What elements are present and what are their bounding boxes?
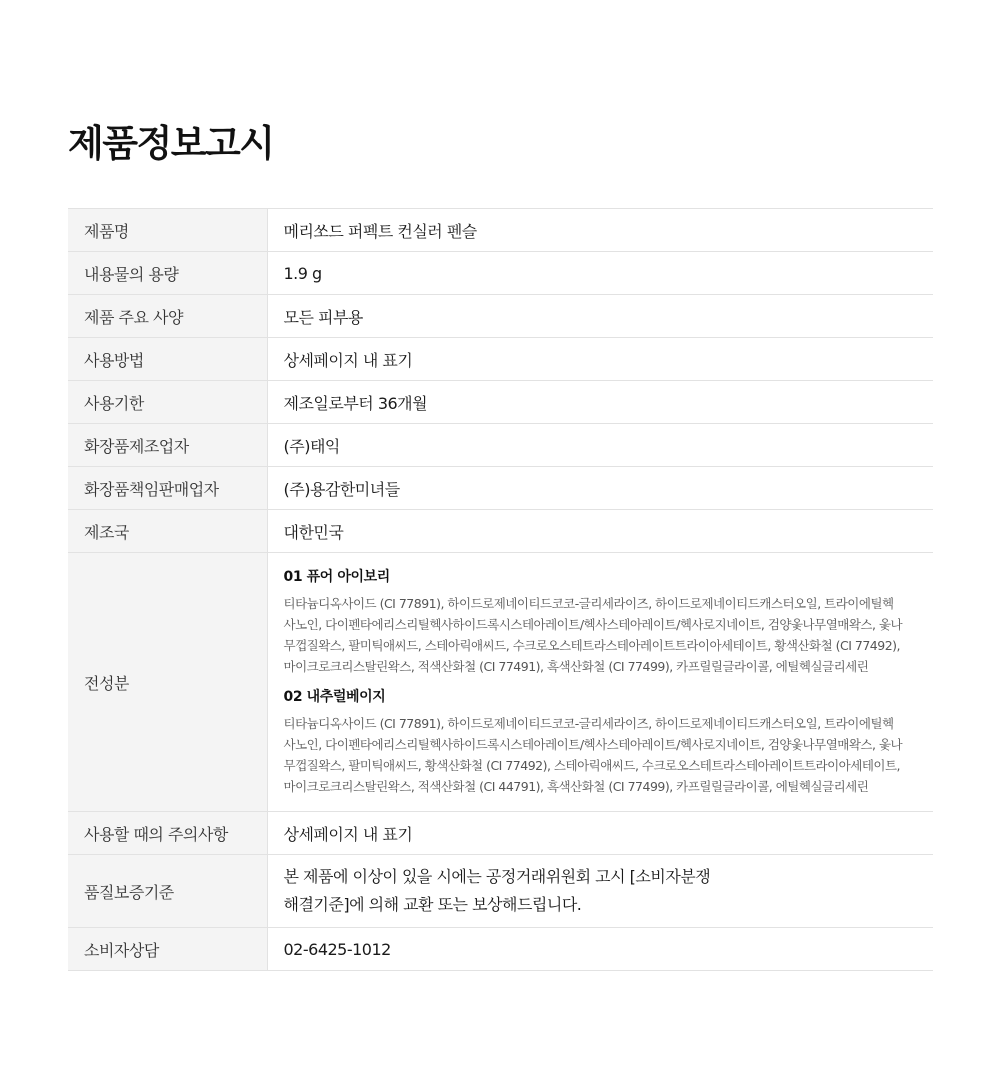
row-usage <box>68 338 933 381</box>
row-label: 품질보증기준 <box>68 855 267 928</box>
ingredient-line: 사노인, 다이펜타에리스리틸헥사하이드록시스테아레이트/헥사스테아레이트/헥사로지네이트, 검양옻나무열매왁스, 옻나 <box>283 617 903 632</box>
row-volume <box>68 252 933 295</box>
shade-block-02 <box>284 687 920 797</box>
row-label: 사용기한 <box>68 381 267 424</box>
row-quality-standard <box>68 855 933 928</box>
row-value: 상세페이지 내 표기 <box>283 824 413 844</box>
value-line: 해결기준]에 의해 교환 또는 보상해드립니다. <box>283 895 582 914</box>
row-label: 내용물의 용량 <box>68 252 267 295</box>
row-ingredients <box>68 553 933 812</box>
ingredient-line: 사노인, 다이펜타에리스리틸헥사하이드록시스테아레이트/헥사스테아레이트/헥사로지네이트, 검양옻나무열매왁스, 옻나 <box>283 737 903 752</box>
ingredient-line: 티타늄디옥사이드 (CI 77891), 하이드로제네이티드코코-글리세라이즈, 하이드로제네이티드캐스터오일, 트라이에틸헥 <box>283 596 894 611</box>
row-product-name <box>68 209 933 252</box>
row-value: 메리쏘드 퍼펙트 컨실러 펜슬 <box>283 221 477 241</box>
row-distributor <box>68 467 933 510</box>
row-label: 제품 주요 사양 <box>68 295 267 338</box>
row-label: 화장품제조업자 <box>68 424 267 467</box>
ingredient-line: 무껍질왁스, 팔미틱애씨드, 스테아릭애씨드, 수크로오스테트라스테아레이트트라이아세테이트, 황색산화철 (CI 77492), <box>283 638 901 653</box>
page-title: 제품정보고시 <box>68 122 274 165</box>
shade-block-01 <box>284 567 920 677</box>
row-manufacturer <box>68 424 933 467</box>
row-value: 02-6425-1012 <box>283 939 391 959</box>
shade-name: 01 퓨어 아이보리 <box>283 569 390 585</box>
row-value: (주)태익 <box>283 436 340 456</box>
product-info-table <box>68 208 933 971</box>
ingredient-line: 티타늄디옥사이드 (CI 77891), 하이드로제네이티드코코-글리세라이즈, 하이드로제네이티드캐스터오일, 트라이에틸헥 <box>283 716 894 731</box>
row-value: (주)용감한미녀들 <box>283 479 400 499</box>
row-label: 제품명 <box>68 209 267 252</box>
row-value: 상세페이지 내 표기 <box>283 350 413 370</box>
row-value: 대한민국 <box>283 522 344 542</box>
row-label: 제조국 <box>68 510 267 553</box>
row-main-spec <box>68 295 933 338</box>
ingredient-line: 무껍질왁스, 팔미틱애씨드, 황색산화철 (CI 77492), 스테아릭애씨드, 수크로오스테트라스테아레이트트라이아세테이트, <box>283 758 901 773</box>
row-value <box>267 855 933 928</box>
row-label: 소비자상담 <box>68 928 267 971</box>
row-value: 제조일로부터 36개월 <box>283 393 428 413</box>
row-label: 화장품책임판매업자 <box>68 467 267 510</box>
row-precautions <box>68 812 933 855</box>
row-label: 사용방법 <box>68 338 267 381</box>
row-label: 사용할 때의 주의사항 <box>68 812 267 855</box>
row-customer-service <box>68 928 933 971</box>
ingredients-value <box>267 553 933 812</box>
value-line: 본 제품에 이상이 있을 시에는 공정거래위원회 고시 [소비자분쟁 <box>283 867 711 886</box>
row-value: 1.9 g <box>283 263 322 283</box>
shade-name: 02 내추럴베이지 <box>283 689 386 705</box>
row-expiry <box>68 381 933 424</box>
row-value: 모든 피부용 <box>283 307 363 327</box>
ingredient-line: 마이크로크리스탈린왁스, 적색산화철 (CI 77491), 흑색산화철 (CI 77499), 카프릴릴글라이콜, 에틸헥실글리세린 <box>283 659 869 674</box>
row-country <box>68 510 933 553</box>
ingredient-line: 마이크로크리스탈린왁스, 적색산화철 (CI 44791), 흑색산화철 (CI 77499), 카프릴릴글라이콜, 에틸헥실글리세린 <box>283 779 869 794</box>
row-label: 전성분 <box>68 553 267 812</box>
